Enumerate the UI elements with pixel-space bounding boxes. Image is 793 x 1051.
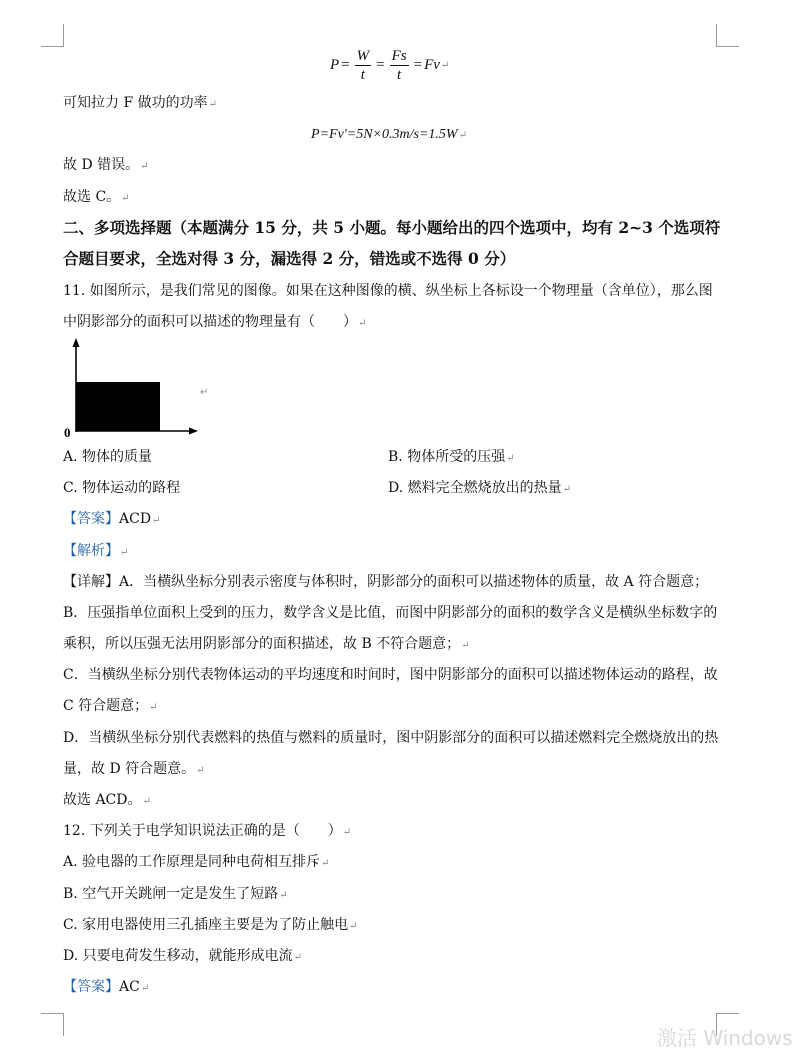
detail-11-c: C．当横纵坐标分别代表物体运动的平均速度和时间时，图中阴影部分的面积可以描述物体运动的路程，故 [63, 667, 718, 683]
paragraph-mark: ↵ [121, 193, 130, 204]
graph-svg [58, 336, 208, 440]
option-12-d: D. 只要电荷发生移动，就能形成电流↵ [63, 948, 303, 964]
question-12-stem: 12. 下列关于电学知识说法正确的是（ ）↵ [63, 823, 352, 839]
section-heading: 合题目要求，全选对得 3 分，漏选得 2 分，错选或不选得 0 分） [63, 249, 516, 268]
power-calculation: P=Fv'=5N×0.3m/s=1.5W↵ [311, 127, 467, 142]
detail-11-c: C 符合题意；↵ [63, 698, 158, 714]
fraction-numerator: W [356, 47, 370, 64]
fraction-fs-over-t [390, 47, 409, 84]
question-11-stem: 中阴影部分的面积可以描述的物理量有（ ）↵ [63, 314, 367, 330]
x-axis-arrow [189, 428, 198, 435]
area-graph [58, 336, 208, 444]
option-11-a: A. 物体的质量 [63, 449, 153, 465]
power-formula [330, 44, 449, 86]
paragraph-mark: ↵ [562, 484, 572, 495]
text-line: 故选 C。↵ [63, 189, 130, 205]
analysis-tag: 【解析】 [63, 543, 119, 559]
paragraph-mark: ↵ [458, 130, 467, 141]
paragraph-mark: ↵ [196, 765, 205, 776]
formula-rhs: Fv [424, 56, 440, 73]
detail-11-d: D．当横纵坐标分别代表燃料的热值与燃料的质量时，图中阴影部分的面积可以描述燃料完全燃烧放出的热 [63, 730, 719, 746]
question-11-stem: 11. 如图所示，是我们常见的图像。如果在这种图像的横、纵坐标上各标设一个物理量（含单位），那么图 [63, 283, 713, 299]
fraction-numerator: Fs [391, 47, 407, 64]
answer-tag: 【答案】 [63, 511, 119, 527]
paragraph-mark: ↵ [349, 921, 358, 932]
paragraph-mark: ↵ [140, 161, 149, 172]
paragraph-mark: ↵ [461, 640, 470, 651]
answer-11: 【答案】ACD↵ [63, 511, 161, 527]
answer-tag: 【答案】 [63, 979, 119, 995]
option-12-b: B. 空气开关跳闸一定是发生了短路↵ [63, 886, 288, 902]
text-line: 故 D 错误。↵ [63, 157, 149, 173]
fraction-w-over-t [355, 47, 372, 84]
detail-11-b: 乘积，所以压强无法用阴影部分的面积描述，故 B 不符合题意；↵ [63, 636, 470, 652]
option-11-b: B. 物体所受的压强↵ [388, 449, 515, 465]
formula-eq: = [376, 56, 385, 73]
paragraph-mark: ↵ [140, 983, 150, 994]
text-line: 可知拉力 F 做功的功率↵ [63, 95, 218, 111]
paragraph-mark: ↵ [279, 890, 288, 901]
paragraph-mark: ↵ [208, 99, 218, 110]
detail-11-d: 量，故 D 符合题意。↵ [63, 761, 205, 777]
paragraph-mark: ↵ [321, 858, 330, 869]
paragraph-mark: ↵ [152, 515, 161, 526]
paragraph-mark: ↵ [200, 387, 209, 398]
crop-mark-top-left [41, 24, 64, 47]
option-11-d: D. 燃料完全燃烧放出的热量↵ [388, 480, 572, 496]
analysis-11 [63, 541, 128, 563]
paragraph-mark: ↵ [149, 702, 158, 713]
detail-tag: 【详解】 [63, 574, 119, 590]
answer-12: 【答案】AC↵ [63, 979, 150, 995]
paragraph-mark: ↵ [506, 453, 515, 464]
fraction-denominator: t [360, 66, 365, 83]
paragraph-mark: ↵ [142, 796, 151, 807]
detail-11-b: B．压强指单位面积上受到的压力，数学含义是比值，而图中阴影部分的面积的数学含义是横纵坐标数字的 [63, 605, 718, 621]
paragraph-mark: ↵ [358, 318, 367, 329]
activation-watermark: 激活 Windows [657, 1026, 793, 1050]
formula-lhs: P [330, 56, 340, 73]
paragraph-mark: ↵ [120, 547, 129, 558]
paragraph-mark: ↵ [293, 952, 303, 963]
paragraph-mark: ↵ [342, 827, 352, 838]
option-11-c: C. 物体运动的路程 [63, 480, 181, 496]
formula-eq: = [413, 56, 423, 73]
paragraph-mark: ↵ [440, 59, 450, 71]
detail-11-a: 【详解】A．当横纵坐标分别表示密度与体积时，阴影部分的面积可以描述物体的质量，故 A 符合题意； [63, 574, 709, 590]
crop-mark-top-right [716, 24, 739, 47]
final-choice-11: 故选 ACD。↵ [63, 792, 151, 808]
crop-mark-bottom-left [41, 1013, 64, 1036]
option-12-c: C. 家用电器使用三孔插座主要是为了防止触电↵ [63, 917, 358, 933]
shaded-area [76, 382, 160, 431]
formula-eq: = [341, 56, 350, 73]
option-12-a: A. 验电器的工作原理是同种电荷相互排斥↵ [63, 854, 330, 870]
y-axis-arrow [73, 338, 80, 347]
origin-label: 0 [64, 425, 71, 440]
section-heading: 二、多项选择题（本题满分 15 分，共 5 小题。每小题给出的四个选项中，均有 2~3 个选项符 [63, 218, 721, 237]
fraction-denominator: t [397, 66, 402, 83]
